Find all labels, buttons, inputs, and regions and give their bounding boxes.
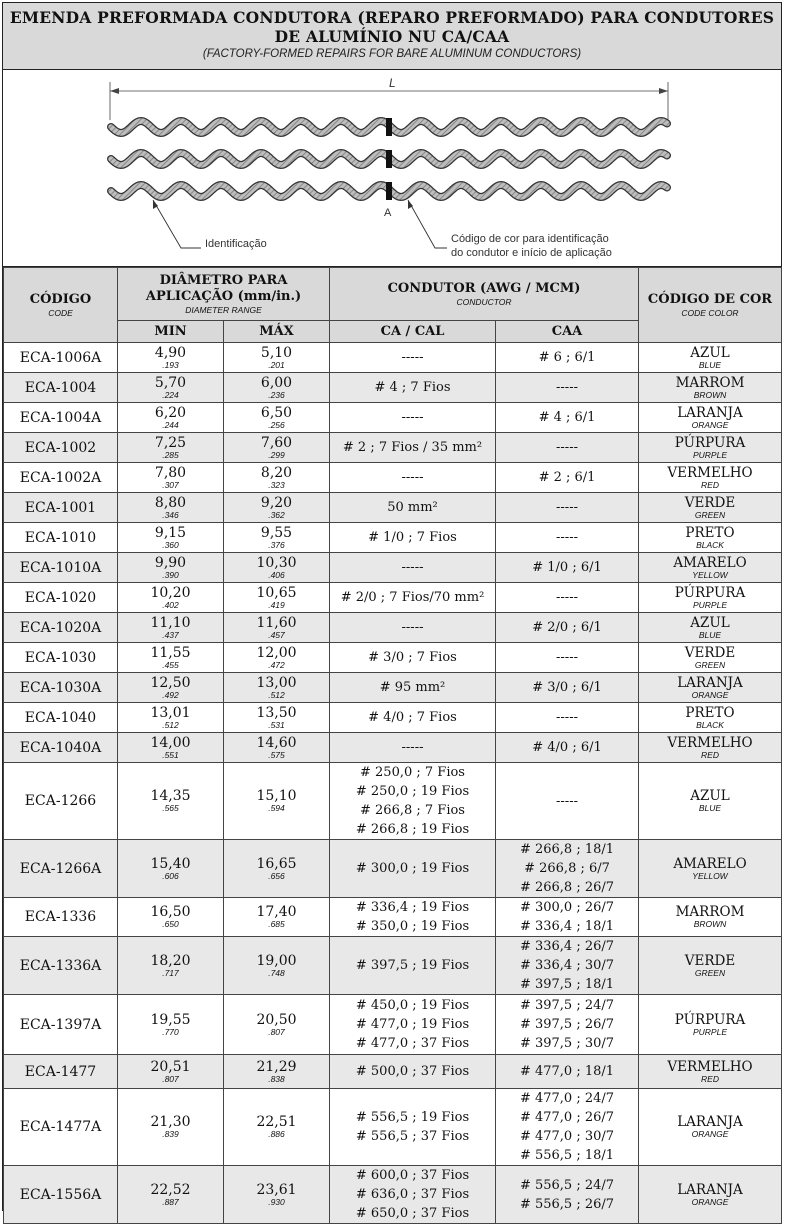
color-cell: PÚRPURA PURPLE	[639, 433, 782, 463]
min-cell: 16,50 .650	[118, 898, 224, 937]
color-cell: VERMELHO RED	[639, 463, 782, 493]
table-row	[4, 583, 782, 613]
identification-mark-3	[386, 182, 392, 200]
caa-conductor: # 4 ; 6/1	[538, 410, 596, 425]
min-cell: 7,80 .307	[118, 463, 224, 493]
table-row	[4, 673, 782, 703]
max-cell: 12,00 .472	[224, 643, 330, 673]
caa-conductor: # 397,5 ; 24/7	[519, 998, 615, 1013]
code-cell: ECA-1020A	[4, 613, 118, 643]
code-cell: ECA-1556A	[4, 1166, 118, 1224]
code-cell: ECA-1002	[4, 433, 118, 463]
min-cell: 12,50 .492	[118, 673, 224, 703]
code-cell: ECA-1040	[4, 703, 118, 733]
ca-cell	[330, 995, 496, 1055]
title-block	[3, 3, 781, 70]
color-cell: AMARELO YELLOW	[639, 840, 782, 898]
max-cell: 6,50 .256	[224, 403, 330, 433]
table-row	[4, 463, 782, 493]
min-cell: 19,55 .770	[118, 995, 224, 1055]
caa-conductor: # 336,4 ; 26/7	[519, 939, 615, 954]
color-cell: AZUL BLUE	[639, 763, 782, 840]
color-cell: LARANJA ORANGE	[639, 403, 782, 433]
ca-cell	[330, 937, 496, 995]
color-cell: LARANJA ORANGE	[639, 1089, 782, 1166]
caa-conductor: -----	[556, 710, 578, 725]
caa-cell	[496, 373, 639, 403]
header-code: CÓDIGO CODE	[4, 268, 118, 343]
header-color-code: CÓDIGO DE COR CODE COLOR	[639, 268, 782, 343]
max-cell: 8,20 .323	[224, 463, 330, 493]
spec-sheet	[2, 2, 782, 1221]
max-cell: 20,50 .807	[224, 995, 330, 1055]
caa-cell	[496, 937, 639, 995]
splice-drawing	[3, 70, 780, 266]
ca-conductor: # 3/0 ; 7 Fios	[368, 650, 457, 665]
max-cell: 13,00 .512	[224, 673, 330, 703]
color-cell: MARROM BROWN	[639, 898, 782, 937]
color-cell: VERMELHO RED	[639, 733, 782, 763]
caa-conductor: # 397,5 ; 18/1	[519, 977, 615, 992]
caa-conductor: -----	[556, 500, 578, 515]
color-cell: PRETO BLACK	[639, 523, 782, 553]
code-cell: ECA-1030	[4, 643, 118, 673]
ca-cell	[330, 898, 496, 937]
caa-conductor: # 1/0 ; 6/1	[532, 560, 602, 575]
header-max: MÁX	[224, 321, 330, 343]
ca-conductor: # 95 mm²	[379, 680, 446, 695]
min-cell: 13,01 .512	[118, 703, 224, 733]
min-cell: 20,51 .807	[118, 1055, 224, 1089]
table-row	[4, 703, 782, 733]
caa-conductor: # 556,5 ; 26/7	[519, 1196, 615, 1212]
table-row	[4, 1166, 782, 1224]
identification-mark-1	[386, 118, 392, 136]
ca-conductor: # 1/0 ; 7 Fios	[368, 530, 457, 545]
ca-cell	[330, 463, 496, 493]
max-cell: 16,65 .656	[224, 840, 330, 898]
table-row	[4, 553, 782, 583]
ca-conductor: -----	[401, 740, 424, 755]
max-cell: 19,00 .748	[224, 937, 330, 995]
code-cell: ECA-1030A	[4, 673, 118, 703]
caa-conductor: -----	[556, 650, 578, 665]
ca-conductor: # 250,0 ; 19 Fios	[355, 784, 470, 799]
max-cell: 9,55 .376	[224, 523, 330, 553]
ca-cell	[330, 733, 496, 763]
code-cell: ECA-1006A	[4, 343, 118, 373]
min-cell: 8,80 .346	[118, 493, 224, 523]
ca-cell	[330, 703, 496, 733]
color-cell: PRETO BLACK	[639, 703, 782, 733]
ca-conductor: -----	[401, 350, 424, 365]
min-cell: 11,10 .437	[118, 613, 224, 643]
code-cell: ECA-1020	[4, 583, 118, 613]
ca-conductor: 50 mm²	[387, 500, 438, 515]
caa-cell	[496, 733, 639, 763]
caa-conductor: # 266,8 ; 26/7	[519, 880, 615, 895]
ca-conductor: # 650,0 ; 37 Fios	[355, 1206, 470, 1221]
table-row	[4, 840, 782, 898]
ca-conductor: # 556,5 ; 37 Fios	[355, 1129, 470, 1144]
min-cell: 4,90 .193	[118, 343, 224, 373]
caa-cell	[496, 1166, 639, 1224]
caa-conductor: # 2 ; 6/1	[538, 470, 596, 485]
min-cell: 22,52 .887	[118, 1166, 224, 1224]
caa-conductor: # 397,5 ; 30/7	[519, 1036, 615, 1051]
color-code-callout-line-2: do condutor e início de aplicação	[451, 247, 612, 259]
ca-conductor: # 4 ; 7 Fios	[374, 380, 451, 395]
caa-conductor: # 266,8 ; 6/7	[524, 861, 610, 876]
ca-cell	[330, 523, 496, 553]
caa-conductor: # 477,0 ; 24/7	[519, 1091, 615, 1106]
caa-cell	[496, 673, 639, 703]
min-cell: 9,90 .390	[118, 553, 224, 583]
caa-cell	[496, 583, 639, 613]
code-cell: ECA-1010	[4, 523, 118, 553]
table-row	[4, 937, 782, 995]
min-cell: 21,30 .839	[118, 1089, 224, 1166]
caa-conductor: -----	[556, 590, 578, 605]
table-row	[4, 433, 782, 463]
ca-conductor: # 350,0 ; 19 Fios	[355, 919, 470, 934]
ca-conductor: -----	[401, 620, 424, 635]
max-cell: 23,61 .930	[224, 1166, 330, 1224]
code-cell: ECA-1004A	[4, 403, 118, 433]
color-code-callout-line-1: Código de cor para identificação	[451, 233, 609, 245]
table-row	[4, 493, 782, 523]
max-cell: 10,65 .419	[224, 583, 330, 613]
min-cell: 6,20 .244	[118, 403, 224, 433]
min-cell: 7,25 .285	[118, 433, 224, 463]
caa-conductor: # 556,5 ; 18/1	[519, 1148, 615, 1163]
color-cell: LARANJA ORANGE	[639, 673, 782, 703]
ca-conductor: # 556,5 ; 19 Fios	[355, 1110, 470, 1125]
length-label: L	[389, 76, 396, 90]
ca-cell	[330, 373, 496, 403]
caa-conductor: # 556,5 ; 24/7	[519, 1177, 615, 1193]
max-cell: 5,10 .201	[224, 343, 330, 373]
min-cell: 10,20 .402	[118, 583, 224, 613]
caa-cell	[496, 1055, 639, 1089]
caa-conductor: # 300,0 ; 26/7	[519, 900, 615, 915]
ca-conductor: # 477,0 ; 37 Fios	[355, 1036, 470, 1051]
max-cell: 7,60 .299	[224, 433, 330, 463]
caa-cell	[496, 1089, 639, 1166]
caa-conductor: -----	[556, 440, 578, 455]
table-row	[4, 1089, 782, 1166]
ca-conductor: # 477,0 ; 19 Fios	[355, 1017, 470, 1032]
max-cell: 9,20 .362	[224, 493, 330, 523]
caa-conductor: # 6 ; 6/1	[538, 350, 596, 365]
ca-conductor: -----	[401, 470, 424, 485]
ca-conductor: # 250,0 ; 7 Fios	[360, 765, 465, 780]
color-cell: VERMELHO RED	[639, 1055, 782, 1089]
header-min: MIN	[118, 321, 224, 343]
point-label: A	[384, 207, 392, 219]
caa-conductor: # 266,8 ; 18/1	[519, 842, 615, 857]
max-cell: 10,30 .406	[224, 553, 330, 583]
caa-conductor: # 336,4 ; 30/7	[519, 958, 615, 973]
max-cell: 11,60 .457	[224, 613, 330, 643]
table-row	[4, 523, 782, 553]
header-ca: CA / CAL	[330, 321, 496, 343]
ca-conductor: # 4/0 ; 7 Fios	[368, 710, 457, 725]
ca-cell	[330, 493, 496, 523]
caa-cell	[496, 433, 639, 463]
subtitle: (FACTORY-FORMED REPAIRS FOR BARE ALUMINUM CONDUCTORS)	[202, 48, 582, 60]
code-cell: ECA-1336	[4, 898, 118, 937]
splice-diagram	[3, 70, 781, 267]
color-cell: VERDE GREEN	[639, 937, 782, 995]
ca-conductor: # 266,8 ; 7 Fios	[360, 803, 465, 818]
caa-cell	[496, 898, 639, 937]
caa-cell	[496, 523, 639, 553]
code-cell: ECA-1266	[4, 763, 118, 840]
splice-table	[3, 267, 782, 1224]
ca-cell	[330, 840, 496, 898]
caa-conductor: # 477,0 ; 26/7	[519, 1110, 615, 1125]
table-row	[4, 373, 782, 403]
ca-conductor: # 450,0 ; 19 Fios	[355, 998, 470, 1013]
ca-cell	[330, 403, 496, 433]
header-caa: CAA	[496, 321, 639, 343]
ca-cell	[330, 1089, 496, 1166]
caa-cell	[496, 840, 639, 898]
color-cell: AZUL BLUE	[639, 613, 782, 643]
min-cell: 11,55 .455	[118, 643, 224, 673]
table-row	[4, 733, 782, 763]
caa-cell	[496, 995, 639, 1055]
caa-cell	[496, 493, 639, 523]
code-cell: ECA-1040A	[4, 733, 118, 763]
code-cell: ECA-1004	[4, 373, 118, 403]
header-conductor: CONDUTOR (AWG / MCM) CONDUCTOR	[330, 268, 639, 321]
ca-conductor: -----	[401, 410, 424, 425]
color-cell: VERDE GREEN	[639, 643, 782, 673]
ca-conductor: # 600,0 ; 37 Fios	[355, 1168, 470, 1183]
color-cell: MARROM BROWN	[639, 373, 782, 403]
code-cell: ECA-1477A	[4, 1089, 118, 1166]
color-cell: PÚRPURA PURPLE	[639, 583, 782, 613]
title-line-2: DE ALUMÍNIO NU CA/CAA	[274, 27, 510, 46]
max-cell: 22,51 .886	[224, 1089, 330, 1166]
ca-conductor: # 500,0 ; 37 Fios	[355, 1064, 470, 1079]
color-cell: AMARELO YELLOW	[639, 553, 782, 583]
min-cell: 18,20 .717	[118, 937, 224, 995]
caa-cell	[496, 463, 639, 493]
ca-cell	[330, 763, 496, 840]
min-cell: 14,00 .551	[118, 733, 224, 763]
caa-cell	[496, 343, 639, 373]
min-cell: 9,15 .360	[118, 523, 224, 553]
caa-conductor: -----	[556, 380, 578, 395]
ca-cell	[330, 1055, 496, 1089]
max-cell: 13,50 .531	[224, 703, 330, 733]
caa-conductor: # 336,4 ; 18/1	[519, 919, 615, 934]
caa-conductor: # 477,0 ; 18/1	[519, 1064, 615, 1079]
table-row	[4, 643, 782, 673]
ca-cell	[330, 433, 496, 463]
min-cell: 5,70 .224	[118, 373, 224, 403]
header-diameter: DIÂMETRO PARA APLICAÇÃO (mm/in.) DIAMETER RANGE	[118, 268, 330, 321]
color-cell: LARANJA ORANGE	[639, 1166, 782, 1224]
ca-cell	[330, 673, 496, 703]
min-cell: 14,35 .565	[118, 763, 224, 840]
code-cell: ECA-1336A	[4, 937, 118, 995]
max-cell: 21,29 .838	[224, 1055, 330, 1089]
max-cell: 17,40 .685	[224, 898, 330, 937]
table-row	[4, 763, 782, 840]
code-cell: ECA-1266A	[4, 840, 118, 898]
caa-cell	[496, 703, 639, 733]
identification-callout: Identificação	[205, 238, 267, 250]
caa-conductor: # 4/0 ; 6/1	[532, 740, 602, 755]
caa-cell	[496, 403, 639, 433]
code-cell: ECA-1477	[4, 1055, 118, 1089]
caa-conductor: # 397,5 ; 26/7	[519, 1017, 615, 1032]
ca-cell	[330, 643, 496, 673]
caa-conductor: # 3/0 ; 6/1	[532, 680, 602, 695]
ca-conductor: # 397,5 ; 19 Fios	[355, 958, 470, 973]
max-cell: 6,00 .236	[224, 373, 330, 403]
min-cell: 15,40 .606	[118, 840, 224, 898]
color-cell: PÚRPURA PURPLE	[639, 995, 782, 1055]
ca-conductor: # 336,4 ; 19 Fios	[355, 900, 470, 915]
table-row	[4, 898, 782, 937]
ca-cell	[330, 1166, 496, 1224]
caa-conductor: # 477,0 ; 30/7	[519, 1129, 615, 1144]
table-row	[4, 613, 782, 643]
caa-cell	[496, 613, 639, 643]
code-cell: ECA-1397A	[4, 995, 118, 1055]
color-cell: AZUL BLUE	[639, 343, 782, 373]
ca-cell	[330, 343, 496, 373]
ca-conductor: # 636,0 ; 37 Fios	[355, 1187, 470, 1202]
color-cell: VERDE GREEN	[639, 493, 782, 523]
caa-conductor: # 2/0 ; 6/1	[532, 620, 602, 635]
table-body	[4, 343, 782, 1224]
table-row	[4, 1055, 782, 1089]
ca-cell	[330, 553, 496, 583]
max-cell: 15,10 .594	[224, 763, 330, 840]
code-cell: ECA-1001	[4, 493, 118, 523]
caa-cell	[496, 763, 639, 840]
identification-mark-2	[386, 150, 392, 168]
code-cell: ECA-1010A	[4, 553, 118, 583]
caa-conductor: -----	[556, 530, 578, 545]
caa-cell	[496, 643, 639, 673]
table-row	[4, 995, 782, 1055]
code-cell: ECA-1002A	[4, 463, 118, 493]
caa-cell	[496, 553, 639, 583]
table-row	[4, 343, 782, 373]
max-cell: 14,60 .575	[224, 733, 330, 763]
caa-conductor: -----	[556, 793, 578, 809]
ca-conductor: # 300,0 ; 19 Fios	[355, 861, 470, 876]
ca-conductor: # 2 ; 7 Fios / 35 mm²	[342, 440, 483, 455]
ca-cell	[330, 583, 496, 613]
ca-conductor: -----	[401, 560, 424, 575]
ca-conductor: # 266,8 ; 19 Fios	[355, 822, 470, 837]
ca-conductor: # 2/0 ; 7 Fios/70 mm²	[340, 590, 485, 605]
ca-cell	[330, 613, 496, 643]
title-line-1: EMENDA PREFORMADA CONDUTORA (REPARO PREFORMADO) PARA CONDUTORES	[9, 8, 775, 27]
callout-lines	[153, 200, 447, 248]
table-row	[4, 403, 782, 433]
